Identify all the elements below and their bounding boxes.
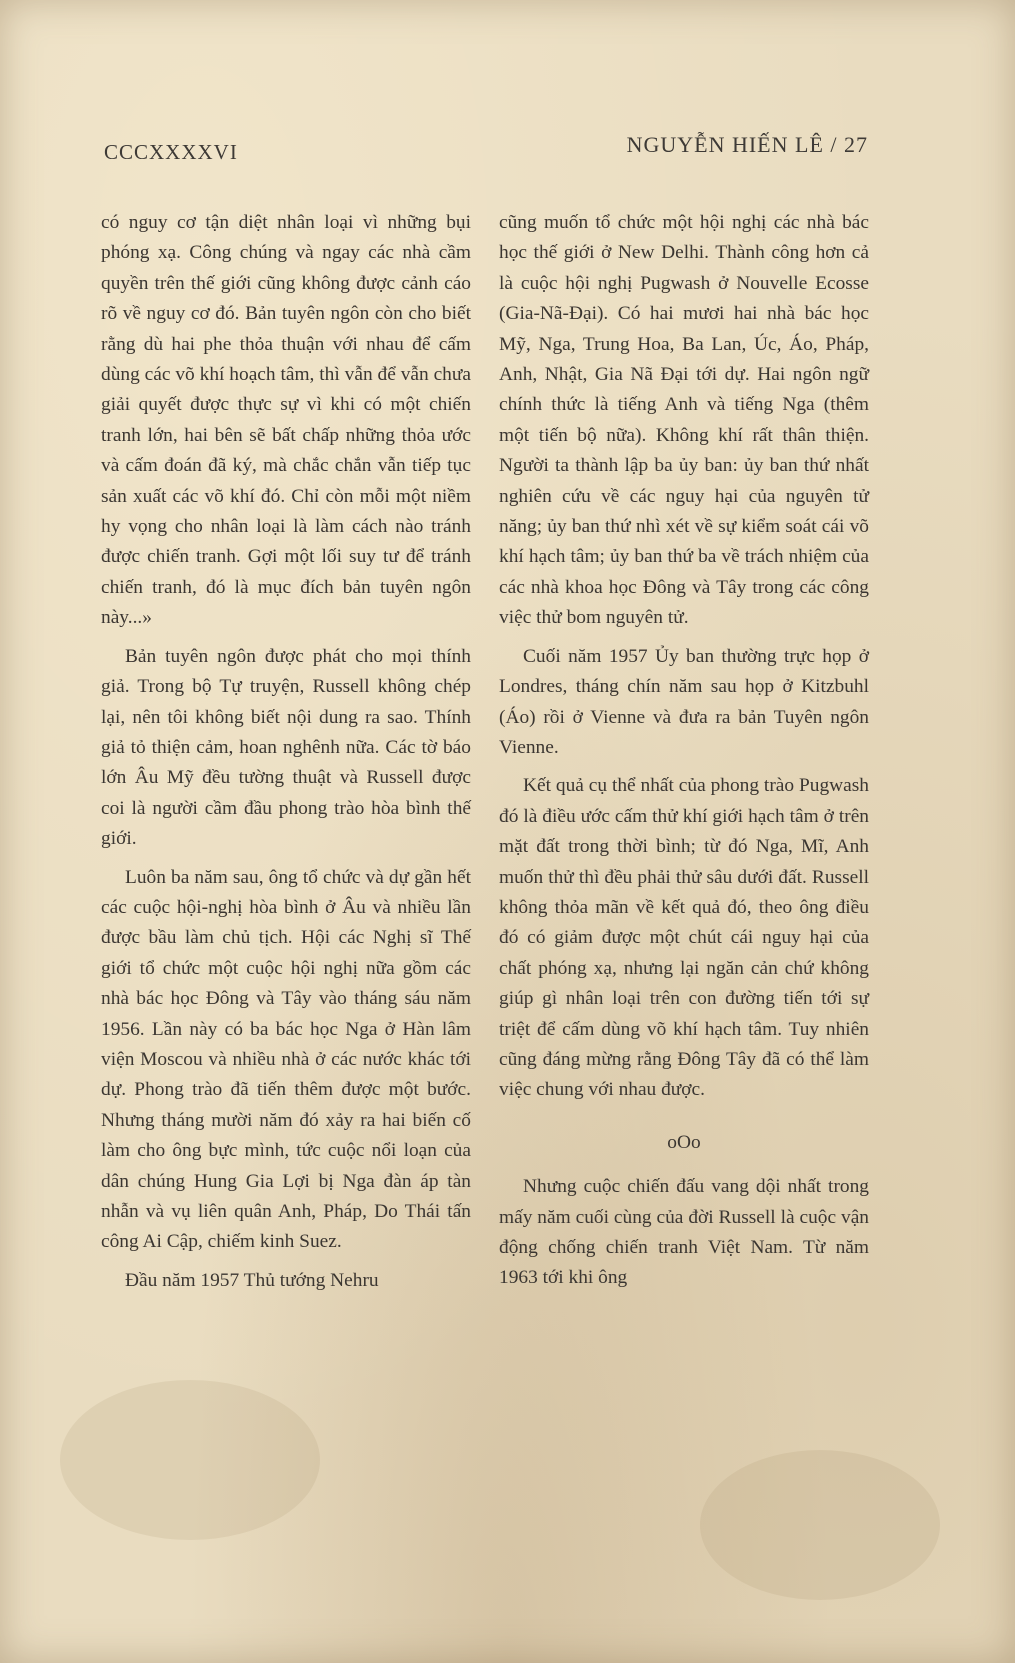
paragraph: Cuối năm 1957 Ủy ban thường trực họp ở Londres, tháng chín năm sau họp ở Kitzbuhl (Áo) rồi ở Vienne và đưa ra bản Tuyên ngôn Vienne.: [499, 645, 869, 758]
paragraph: Kết quả cụ thể nhất của phong trào Pugwash đó là điều ước cấm thử khí giới hạch tâm ở trên mặt đất trong thời bình; từ đó Nga, Mĩ, Anh muốn thử thì đều phải thử sâu dưới đất. Russell không thỏa mãn về kết quả đó, theo ông điều đó có giảm được một chút cái nguy hại của chất phóng xạ, nhưng lại ngăn cản chứ không giúp gì nhân loại trên con đường tiến tới sự triệt để cấm dùng võ khí hạch tâm. Tuy nhiên cũng đáng mừng rằng Đông Tây đã có thể làm việc chung với nhau được.: [499, 775, 869, 1101]
paragraph: Luôn ba năm sau, ông tổ chức và dự gần hết các cuộc hội-nghị hòa bình ở Âu và nhiều lần được bầu làm chủ tịch. Hội các Nghị sĩ Thế giới tổ chức một cuộc hội nghị nữa gồm các nhà bác học Đông và Tây vào tháng sáu năm 1956. Lần này có ba bác học Nga ở Hàn lâm viện Moscou và nhiều nhà ở các nước khác tới dự. Phong trào đã tiến thêm được một bước. Nhưng tháng mười năm đó xảy ra hai biến cố làm cho ông bực mình, tức cuộc nổi loạn của dân chúng Hung Gia Lợi bị Nga đàn áp tàn nhẫn và vụ liên quân Anh, Pháp, Do Thái tấn công Ai Cập, chiếm kinh Suez.: [101, 866, 471, 1253]
paragraph: có nguy cơ tận diệt nhân loại vì những bụi phóng xạ. Công chúng và ngay các nhà cầm quyền trên thế giới cũng không được cảnh cáo rõ về nguy cơ đó. Bản tuyên ngôn còn cho biết rằng dù hai phe thỏa thuận với nhau để cấm dùng các võ khí hoạch tâm, thì vẫn để vẫn chưa giải quyết được thực sự vì khi có một chiến tranh lớn, hai bên sẽ bất chấp những thỏa ước và cấm đoán đã ký, mà chắc chắn vẫn tiếp tục sản xuất các võ khí đó. Chỉ còn mỗi một niềm hy vọng cho nhân loại là làm cách nào tránh được chiến tranh. Gợi một lối suy tư để tránh chiến tranh, đó là mục đích bản tuyên ngôn này...»: [101, 212, 471, 629]
paper-stain: [700, 1450, 940, 1600]
page-number-roman: CCCXXXXVI: [104, 140, 238, 164]
running-title: NGUYỄN HIẾN LÊ / 27: [626, 132, 868, 157]
right-text-column: [499, 208, 869, 1302]
paragraph: Nhưng cuộc chiến đấu vang dội nhất trong mấy năm cuối cùng của đời Russell là cuộc vận động chống chiến tranh Việt Nam. Từ năm 1963 tới khi ông: [499, 1176, 869, 1289]
paper-stain: [60, 1380, 320, 1540]
paragraph: cũng muốn tổ chức một hội nghị các nhà bác học thế giới ở New Delhi. Thành công hơn cả là cuộc hội nghị Pugwash ở Nouvelle Ecosse (Gia-Nã-Đại). Có hai mươi hai nhà bác học Mỹ, Nga, Trung Hoa, Ba Lan, Úc, Áo, Pháp, Anh, Nhật, Gia Nã Đại tới dự. Hai ngôn ngữ chính thức là tiếng Anh và tiếng Nga (thêm một tiến bộ nữa). Không khí rất thân thiện. Người ta thành lập ba ủy ban: ủy ban thứ nhất nghiên cứu về các nguy hại của nguyên tử năng; ủy ban thứ nhì xét về sự kiểm soát cái võ khí hạch tâm; ủy ban thứ ba về trách nhiệm của các nhà khoa học Đông và Tây trong các công việc thử bom nguyên tử.: [499, 212, 869, 629]
paragraph: Đầu năm 1957 Thủ tướng Nehru: [125, 1269, 379, 1291]
paragraph: Bản tuyên ngôn được phát cho mọi thính giả. Trong bộ Tự truyện, Russell không chép lại, nên tôi không biết nội dung ra sao. Thính giả tỏ thiện cảm, hoan nghênh nữa. Các tờ báo lớn Âu Mỹ đều tường thuật và Russell được coi là người cầm đầu phong trào hòa bình thế giới.: [101, 645, 471, 850]
left-text-column: [101, 208, 471, 1304]
page-header: [104, 132, 868, 162]
section-divider: oOo: [667, 1131, 701, 1153]
